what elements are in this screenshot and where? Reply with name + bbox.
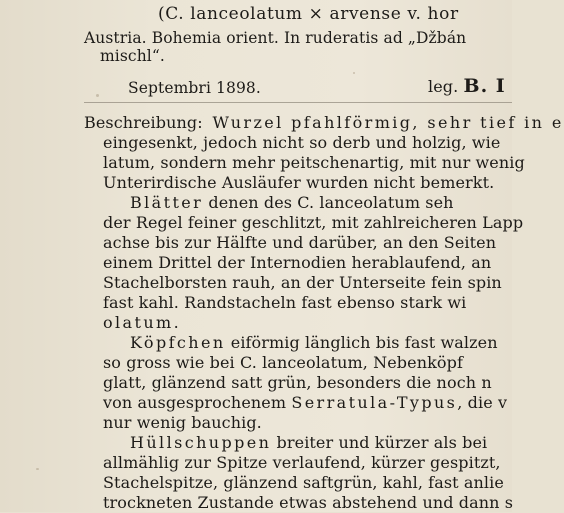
paragraph-text: von ausgesprochenem	[103, 393, 292, 412]
description-line: einem Drittel der Internodien herablaufend, an	[103, 253, 492, 272]
label-locality-cont: mischl“.	[100, 47, 165, 65]
description-line: glatt, glänzend satt grün, besonders die noch n	[103, 373, 492, 392]
paper-speck	[36, 468, 39, 470]
label-leg-prefix: leg.	[428, 77, 459, 96]
description-line: Stachelborsten rauh, an der Unterseite fein spin	[103, 273, 502, 292]
description-line: eingesenkt, jedoch nicht so derb und holzig, wie	[103, 133, 501, 152]
description-line: olatum.	[103, 313, 182, 332]
paragraph-text: , die v	[457, 393, 508, 412]
paragraph-term: Köpfchen	[130, 333, 226, 352]
paragraph-term: Hüllschuppen	[130, 433, 272, 452]
description-line: Stachelspitze, glänzend saftgrün, kahl, fast anlie	[103, 473, 504, 492]
paragraph-text: eiförmig länglich bis fast walzen	[225, 333, 498, 352]
paragraph-text: : Wurzel pfahlförmig, sehr tief in e	[197, 113, 564, 132]
label-title: (C. lanceolatum ⨯ arvense v. hor	[158, 4, 459, 24]
description-line: allmählig zur Spitze verlaufend, kürzer gespitzt,	[103, 453, 501, 472]
description-line: fast kahl. Randstacheln fast ebenso stark wi	[103, 293, 467, 312]
label-locality: Austria. Bohemia orient. In ruderatis ad „Džbán	[84, 29, 467, 47]
paragraph-text: breiter und kürzer als bei	[271, 433, 488, 452]
paragraph-term: Serratula-Typus	[291, 393, 458, 412]
description-line: latum, sondern mehr peitschenartig, mit nur wenig	[103, 153, 525, 172]
description-line	[84, 113, 564, 133]
description-line	[103, 393, 507, 413]
paragraph-text: denen des C. lanceolatum seh	[203, 193, 454, 212]
description-line: achse bis zur Hälfte und darüber, an den Seiten	[103, 233, 497, 252]
label-collector	[428, 76, 506, 97]
description-line	[130, 433, 487, 453]
description-line: so gross wie bei C. lanceolatum, Nebenköpf	[103, 353, 464, 372]
description-line: nur wenig bauchig.	[103, 413, 262, 432]
label-date: Septembri 1898.	[128, 79, 261, 97]
description-line	[130, 193, 454, 213]
paragraph-term: Beschreibung	[84, 113, 198, 132]
description-line: der Regel feiner geschlitzt, mit zahlreicheren Lapp	[103, 213, 524, 232]
label-leg-name: B. I	[463, 75, 506, 97]
paragraph-term: Blätter	[130, 193, 204, 212]
description-line	[130, 333, 498, 353]
paper-speck	[353, 72, 355, 74]
description-line: Unterirdische Ausläufer wurden nicht bemerkt.	[103, 173, 495, 192]
paper-speck	[96, 94, 99, 97]
label-divider	[84, 102, 512, 103]
description-line: trockneten Zustande etwas abstehend und dann s	[103, 493, 514, 512]
